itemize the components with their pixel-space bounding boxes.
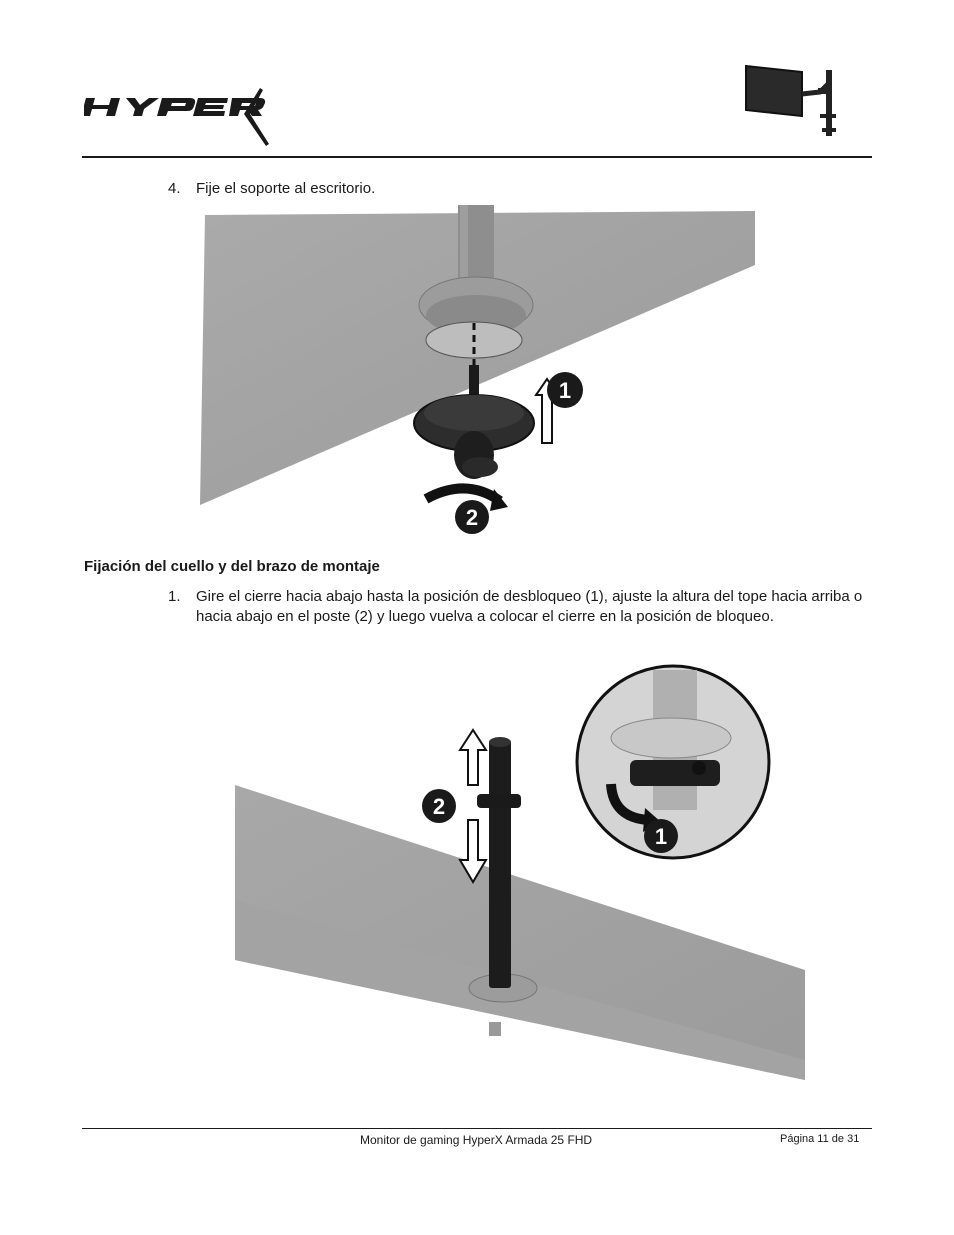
section-heading: Fijación del cuello y del brazo de montaje bbox=[84, 558, 380, 575]
callout-2-label: 2 bbox=[432, 794, 446, 819]
step-number: 4. bbox=[168, 180, 181, 197]
monitor-thumbnail bbox=[740, 64, 850, 140]
callout-1-label: 1 bbox=[654, 824, 668, 849]
header-rule bbox=[82, 156, 872, 158]
stop-collar bbox=[477, 794, 521, 808]
footer-title: Monitor de gaming HyperX Armada 25 FHD bbox=[360, 1133, 593, 1147]
page-number: Página 11 de 31 bbox=[780, 1133, 860, 1145]
step-text: Gire el cierre hacia abajo hasta la posición de desbloqueo (1), ajuste la altura del tope hacia arriba o hacia abajo en el poste (2) y luego vuelva a colocar el cierre en la posición de bloqueo. bbox=[196, 588, 863, 625]
rotate-arrow-icon bbox=[426, 488, 500, 501]
arrow-up-icon bbox=[460, 730, 486, 785]
figure-desk-mount bbox=[190, 205, 770, 545]
footer-rule bbox=[82, 1128, 872, 1129]
callout-1-label: 1 bbox=[558, 378, 572, 403]
step-text: Fije el soporte al escritorio. bbox=[196, 180, 376, 197]
callout-2-label: 2 bbox=[465, 505, 479, 530]
hyperx-logo bbox=[84, 86, 270, 148]
figure-pole-adjust bbox=[225, 660, 815, 1090]
pole bbox=[489, 740, 511, 988]
step-number: 1. bbox=[168, 588, 181, 605]
